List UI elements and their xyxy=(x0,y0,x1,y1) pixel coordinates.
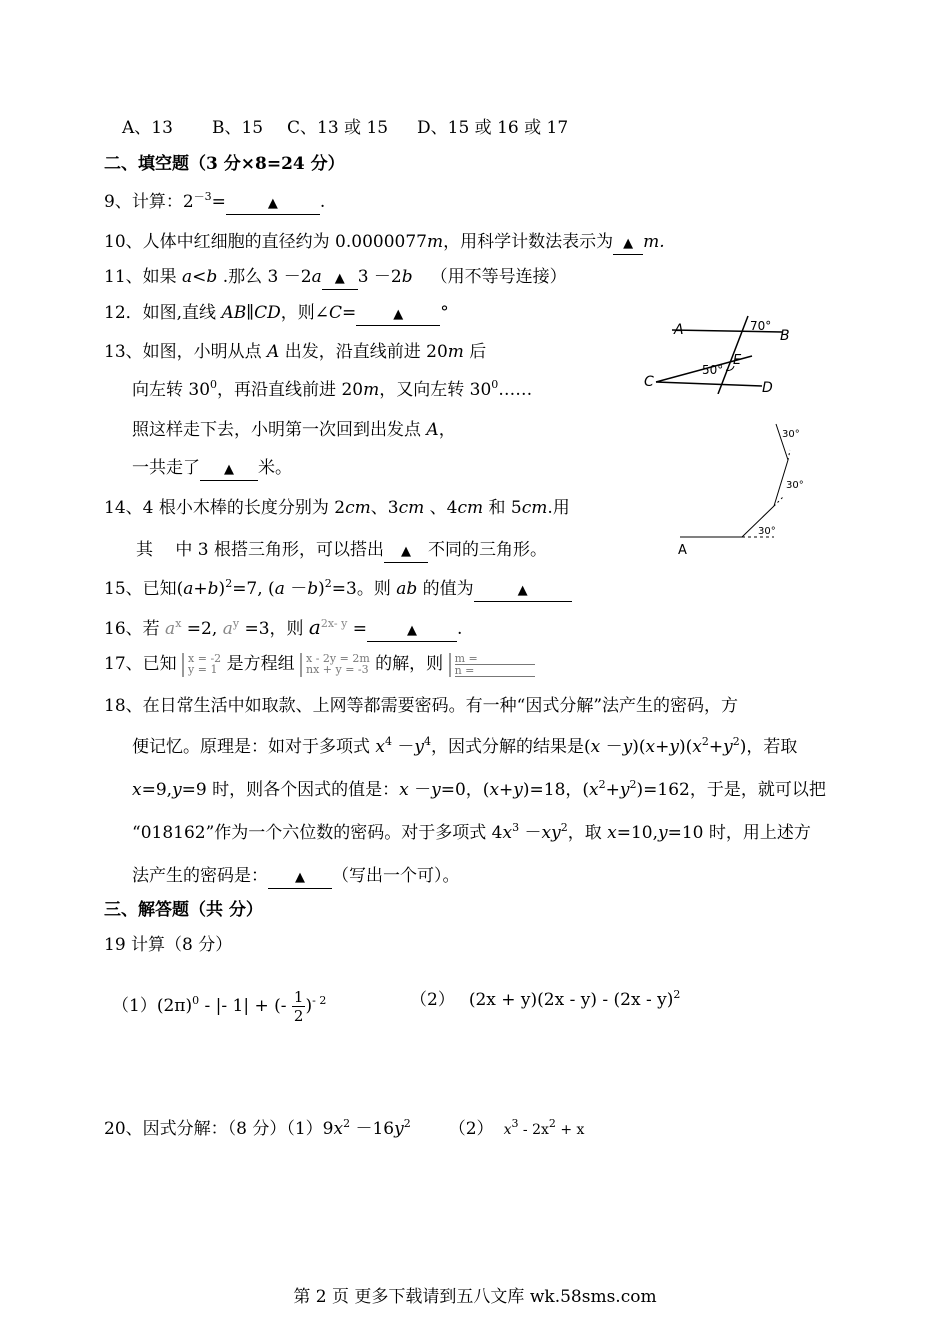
question-18-line-2: 便记忆。原理是：如对于多项式 $x^4 -y^4$，因式分解的结果是$(x -y)(x+y)(x^2+y^2)$，若取 xyxy=(132,735,798,757)
option-a: A、13 xyxy=(122,118,173,138)
system-1: x = -2 y = 1 xyxy=(182,653,221,677)
question-18-line-3: x=9,y=9 时，则各个因式的值是：x －y=0，(x+y)=18，$(x^2+y^2)=162$，于是，就可以把 xyxy=(132,778,826,800)
line-cd xyxy=(656,382,762,386)
section-3-title: 三、解答题（共 分） xyxy=(104,900,263,920)
question-18-line-1: 18、在日常生活中如取款、上网等都需要密码。有一种“因式分解”法产生的密码，方 xyxy=(104,696,739,716)
question-9: 9、计算：$2^{-3}=$ ▲ . xyxy=(104,190,325,215)
label-c: C xyxy=(644,374,654,390)
option-d: D、15 或 16 或 17 xyxy=(417,118,569,138)
question-19-part-1: $(1)(2\pi)^0$ - |- 1| + (- $\frac{1}{2}$ )$^{- 2}$ xyxy=(112,988,327,1025)
question-15: 15、已知$(a+b)^2=7$, $(a -b)^2=3$。则 ab 的值为 ▲ xyxy=(104,577,572,602)
answer-blank[interactable]: ▲ xyxy=(384,540,428,563)
system-2: x - 2y = 2m nx + y = -3 xyxy=(300,653,370,677)
label-a: A xyxy=(674,322,684,338)
question-10: 10、人体中红细胞的直径约为 0.0000077m，用科学计数法表示为 ▲ m. xyxy=(104,230,665,255)
options-row xyxy=(122,116,568,140)
figure-parallel-lines xyxy=(642,314,792,394)
angle-50: 50° xyxy=(702,363,724,377)
question-18-line-5: 法产生的密码是： ▲ （写出一个可）。 xyxy=(132,864,460,889)
question-13-line-2: 向左转 $30^0$，再沿直线前进 20m，又向左转 $30^0\dots\dots$ xyxy=(132,378,533,400)
question-14-line-1: 14、4 根小木棒的长度分别为 2cm、3cm 、4cm 和 5cm.用 xyxy=(104,498,570,518)
angle-label-1: 30° xyxy=(758,526,776,537)
figure-walking-path xyxy=(670,416,830,566)
answer-blank[interactable]: ▲ xyxy=(200,458,258,481)
answer-blank[interactable]: ▲ xyxy=(356,303,440,326)
question-12: 12．如图,直线 AB∥CD，则∠C= ▲ ° xyxy=(104,301,449,326)
option-b: B、15 xyxy=(212,118,264,138)
answer-blank[interactable]: ▲ xyxy=(613,232,643,255)
option-c: C、13 或 15 xyxy=(287,118,389,138)
section-2-title: 二、填空题（3 分×8=24 分） xyxy=(104,154,345,174)
fraction: $\frac{1}{2}$ xyxy=(293,988,304,1025)
question-19-part-2: （2） (2x + y)(2x - y) - (2x - y)$^2$ xyxy=(410,988,681,1010)
question-14-line-2: 其 中 3 根搭三角形，可以搭出 ▲ 不同的三角形。 xyxy=(136,538,547,563)
label-b: B xyxy=(780,328,790,344)
question-18-line-4: “018162”作为一个六位数的密码。对于多项式 $4x^3 -xy^2$，取 x=10,y=10 时，用上述方 xyxy=(132,821,811,843)
answer-blank[interactable]: ▲ xyxy=(268,866,332,889)
page-footer: 第 2 页 更多下载请到五八文库 wk.58sms.com xyxy=(293,1287,657,1307)
question-20: 20、因式分解：（8 分）$(1)9x^2 -16y^2$ （2） $x^3 - 2x^2 + x$ xyxy=(104,1117,585,1139)
question-17: 17、已知 x = -2 y = 1 是方程组 x - 2y = 2m nx + y = -3 的解，则 $\frac{m =}{n =}$ xyxy=(104,652,535,677)
angle-70: 70° xyxy=(750,319,772,333)
question-13-line-4: 一共走了 ▲ 米。 xyxy=(132,456,292,481)
question-16: 16、若 $a^x =2$, $a^y =3$，则 $a^{2x- y}$ = ▲ . xyxy=(104,615,462,642)
answer-blank[interactable]: ▲ xyxy=(226,192,320,215)
label-d: D xyxy=(762,380,773,394)
angle-label-2: 30° xyxy=(786,480,804,491)
question-13-line-1: 13、如图，小明从点 A 出发，沿直线前进 20m 后 xyxy=(104,342,487,362)
angle-label-3: 30° xyxy=(782,429,800,440)
label-a: A xyxy=(678,543,687,558)
label-e: E xyxy=(733,353,742,368)
question-11: 11、如果 a<b .那么 3 －2a ▲ 3 －2b （用不等号连接） xyxy=(104,265,567,290)
system-3: $\frac{m =}{n =}$ xyxy=(449,653,535,677)
answer-blank[interactable]: ▲ xyxy=(367,619,457,642)
answer-blank[interactable]: ▲ xyxy=(322,267,358,290)
question-13-line-3: 照这样走下去，小明第一次回到出发点 A， xyxy=(132,420,456,440)
question-19-title: 19 计算（8 分） xyxy=(104,935,233,955)
answer-blank[interactable]: ▲ xyxy=(474,579,572,602)
